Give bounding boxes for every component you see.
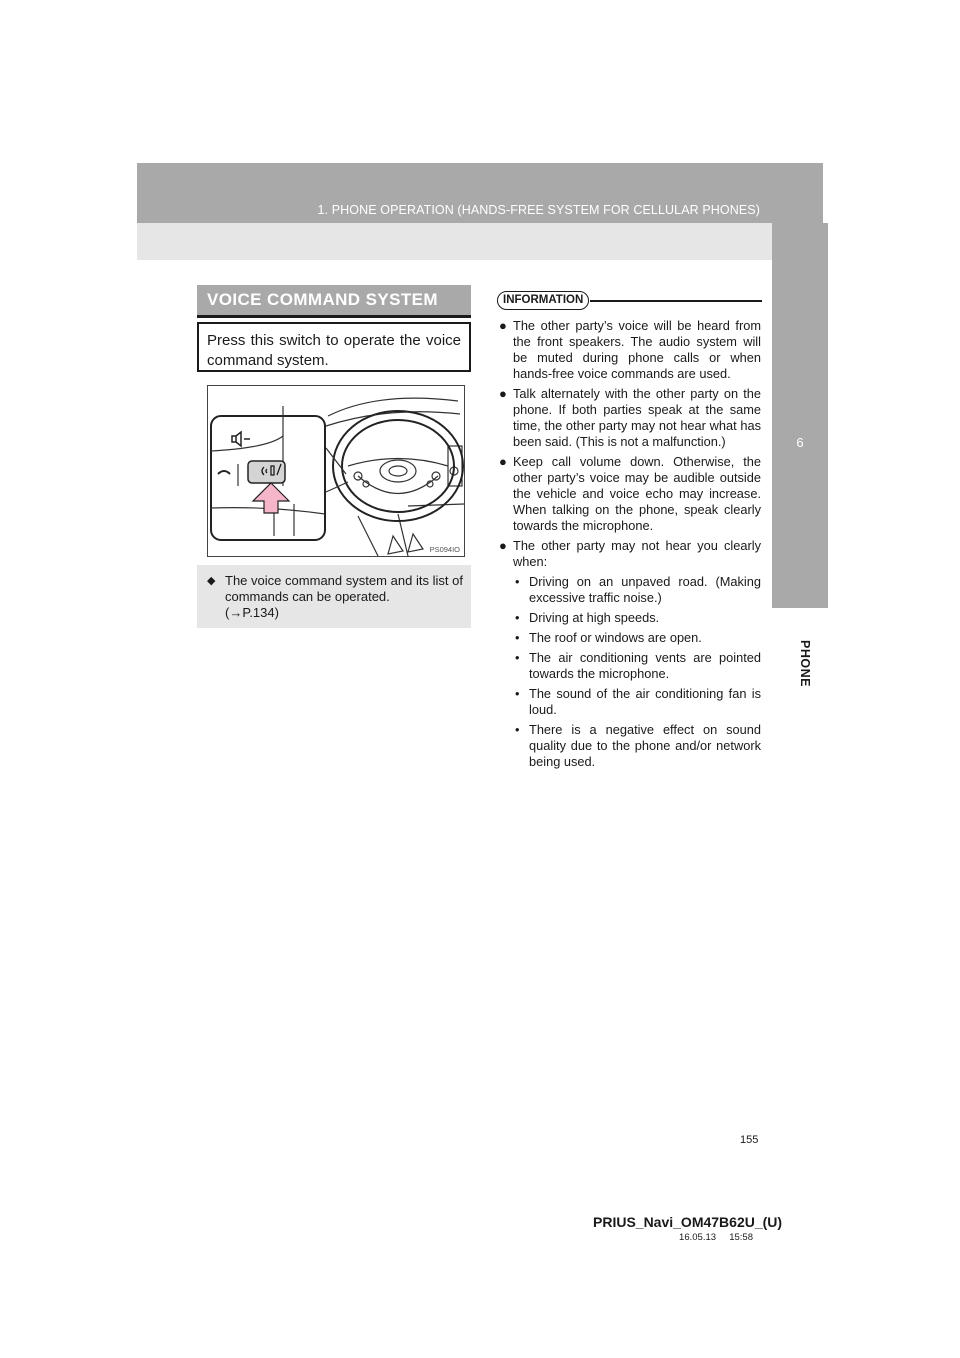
- information-rule: [590, 300, 762, 302]
- sub-item-text: Driving on an unpaved road. (Making excessive traffic noise.): [529, 574, 761, 605]
- info-sub-item: [513, 650, 761, 682]
- steering-switch-illustration: [207, 385, 465, 557]
- chapter-title: 1. PHONE OPERATION (HANDS-FREE SYSTEM FOR CELLULAR PHONES): [317, 203, 760, 217]
- info-sub-item: [513, 574, 761, 606]
- info-item-text: The other party may not hear you clearly when:: [513, 538, 761, 569]
- document-id: PRIUS_Navi_OM47B62U_(U): [593, 1214, 783, 1230]
- note-box: [197, 565, 471, 628]
- info-sub-item: [513, 722, 761, 770]
- info-sub-item: [513, 610, 761, 626]
- sub-bullet-icon: •: [515, 722, 520, 737]
- info-item-text: Talk alternately with the other party on the phone. If both parties speak at the same time, the other party may not hear what has been said. (This is not a malfunction.): [513, 386, 761, 449]
- page-reference-link[interactable]: (→P.134): [225, 605, 279, 620]
- page-number: 155: [740, 1134, 759, 1146]
- document-timestamp: 16.05.13 15:58: [679, 1232, 753, 1243]
- sub-bullet-icon: •: [515, 610, 520, 625]
- info-bullet-item: [499, 538, 761, 570]
- diamond-bullet-icon: ◆: [207, 575, 216, 587]
- sub-item-text: Driving at high speeds.: [529, 610, 660, 625]
- sub-bullet-icon: •: [515, 630, 520, 645]
- info-item-text: Keep call volume down. Otherwise, the other party’s voice may be audible outside the vehicle and voice echo may increase. When talking on the phone, speak clearly towards the microphone.: [513, 454, 761, 533]
- note-text: The voice command system and its list of commands can be operated.: [225, 573, 463, 604]
- sub-bullet-icon: •: [515, 650, 520, 665]
- instruction-box: Press this switch to operate the voice command system.: [197, 322, 471, 372]
- sub-bullet-icon: •: [515, 574, 520, 589]
- bullet-dot-icon: ●: [499, 454, 507, 469]
- info-bullet-item: [499, 318, 761, 382]
- bullet-dot-icon: ●: [499, 538, 507, 553]
- section-heading: VOICE COMMAND SYSTEM: [197, 285, 471, 315]
- section-side-tab: [772, 223, 828, 608]
- heading-rule: [197, 315, 471, 318]
- info-bullet-item: [499, 386, 761, 450]
- information-list: [499, 318, 761, 774]
- bullet-dot-icon: ●: [499, 318, 507, 333]
- info-sub-item: [513, 630, 761, 646]
- figure-code: PS094IO: [429, 545, 460, 554]
- sub-item-text: The sound of the air conditioning fan is loud.: [529, 686, 761, 717]
- sub-item-text: There is a negative effect on sound quality due to the phone and/or network being used.: [529, 722, 761, 769]
- information-badge: INFORMATION: [497, 291, 589, 310]
- sub-bullet-icon: •: [515, 686, 520, 701]
- bullet-dot-icon: ●: [499, 386, 507, 401]
- sub-item-text: The air conditioning vents are pointed towards the microphone.: [529, 650, 761, 681]
- steering-wheel-drawing: [208, 386, 465, 557]
- info-sub-item: [513, 686, 761, 718]
- sub-item-text: The roof or windows are open.: [529, 630, 702, 645]
- info-bullet-item: [499, 454, 761, 534]
- info-item-text: The other party’s voice will be heard from the front speakers. The audio system will be muted during phone calls or when hands-free voice commands are used.: [513, 318, 761, 381]
- header-subband: [137, 223, 823, 260]
- section-tab-number: 6: [796, 435, 804, 450]
- section-tab-label: PHONE: [798, 640, 812, 687]
